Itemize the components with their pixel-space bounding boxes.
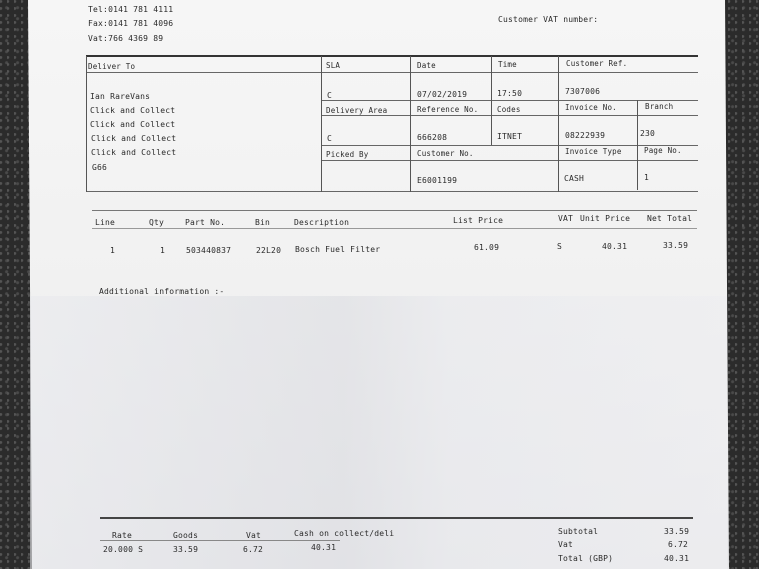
delivery-area-value: C: [327, 134, 333, 143]
table-cell-list-price: 61.09: [474, 243, 500, 252]
vat-total-value: 6.72: [668, 540, 689, 549]
invoice-type-value: CASH: [564, 174, 585, 183]
subtotal-label: Subtotal: [558, 527, 599, 536]
customer-ref-value: 7307006: [565, 87, 601, 96]
reference-no-value: 666208: [417, 133, 448, 142]
table-cell-qty: 1: [160, 246, 166, 255]
date-label: Date: [417, 61, 436, 70]
date-value: 07/02/2019: [417, 90, 468, 99]
table-cell-net-total: 33.59: [663, 241, 689, 250]
customer-vat-label: Customer VAT number:: [498, 15, 599, 24]
customer-no-label: Customer No.: [417, 149, 474, 158]
deliver-to-label: Deliver To: [88, 62, 136, 71]
rate-value: 20.000 S: [103, 545, 144, 554]
customer-ref-label: Customer Ref.: [566, 59, 628, 68]
col-description: Description: [294, 218, 350, 227]
header-divider-3: [491, 56, 492, 145]
items-header-rule: [92, 228, 697, 229]
table-cell-vat: S: [557, 242, 563, 251]
company-vat: Vat:766 4369 89: [88, 34, 164, 43]
header-divider-4: [558, 56, 559, 192]
header-row-rule-3: [321, 115, 698, 116]
footer-mid-rule: [100, 540, 340, 541]
cash-on-collect-label: Cash on collect/deli: [294, 529, 395, 538]
subtotal-value: 33.59: [664, 527, 690, 536]
header-row-rule-2: [321, 100, 698, 101]
invoice-type-label: Invoice Type: [565, 147, 622, 156]
reference-no-label: Reference No.: [417, 105, 479, 114]
table-cell-line: 1: [110, 246, 116, 255]
header-divider-2: [410, 56, 411, 192]
items-top-rule: [92, 210, 697, 211]
table-cell-unit-price: 40.31: [602, 242, 628, 251]
header-divider-5: [637, 100, 638, 190]
footer-vat-label: Vat: [246, 531, 262, 540]
goods-value: 33.59: [173, 545, 199, 554]
col-line: Line: [95, 218, 116, 227]
deliver-to-line: G66: [92, 163, 108, 172]
sla-value: C: [327, 91, 333, 100]
header-row-rule-4: [321, 145, 698, 146]
col-list-price: List Price: [453, 216, 504, 225]
header-bottom-rule: [86, 191, 698, 192]
header-left-border: [86, 56, 87, 192]
company-fax: Fax:0141 781 4096: [88, 19, 174, 28]
grand-total-label: Total (GBP): [558, 554, 614, 563]
footer-top-rule: [100, 517, 693, 519]
company-tel: Tel:0141 781 4111: [88, 5, 174, 14]
deliver-to-line: Ian RareVans: [90, 92, 151, 101]
codes-label: Codes: [497, 105, 521, 114]
branch-value: 230: [640, 129, 656, 138]
col-part-no: Part No.: [185, 218, 226, 227]
table-cell-part-no: 503440837: [186, 246, 232, 255]
branch-label: Branch: [645, 102, 674, 111]
time-value: 17:50: [497, 89, 523, 98]
header-top-rule: [86, 55, 698, 57]
additional-info-label: Additional information :-: [99, 287, 225, 296]
delivery-area-label: Delivery Area: [326, 106, 388, 115]
cash-on-collect-value: 40.31: [311, 543, 337, 552]
footer-vat-value: 6.72: [243, 545, 264, 554]
table-cell-description: Bosch Fuel Filter: [295, 245, 381, 254]
deliver-to-line: Click and Collect: [90, 106, 176, 115]
goods-label: Goods: [173, 531, 199, 540]
customer-no-value: E6001199: [417, 176, 458, 185]
page-no-label: Page No.: [644, 146, 682, 155]
grand-total-value: 40.31: [664, 554, 690, 563]
invoice-no-value: 08222939: [565, 131, 606, 140]
deliver-to-line: Click and Collect: [91, 148, 177, 157]
header-divider-1: [321, 56, 322, 192]
picked-by-label: Picked By: [326, 150, 369, 159]
header-row-rule-5: [321, 160, 698, 161]
table-cell-bin: 22L20: [256, 246, 282, 255]
col-vat: VAT: [558, 214, 574, 223]
vat-total-label: Vat: [558, 540, 574, 549]
header-row-rule: [86, 72, 698, 73]
sla-label: SLA: [326, 61, 341, 70]
col-net-total: Net Total: [647, 214, 693, 223]
codes-value: ITNET: [497, 132, 523, 141]
col-bin: Bin: [255, 218, 271, 227]
deliver-to-line: Click and Collect: [91, 134, 177, 143]
col-qty: Qty: [149, 218, 165, 227]
col-unit-price: Unit Price: [580, 214, 631, 223]
rate-label: Rate: [112, 531, 133, 540]
time-label: Time: [498, 60, 517, 69]
page-no-value: 1: [644, 173, 650, 182]
invoice-no-label: Invoice No.: [565, 103, 617, 112]
deliver-to-line: Click and Collect: [90, 120, 176, 129]
